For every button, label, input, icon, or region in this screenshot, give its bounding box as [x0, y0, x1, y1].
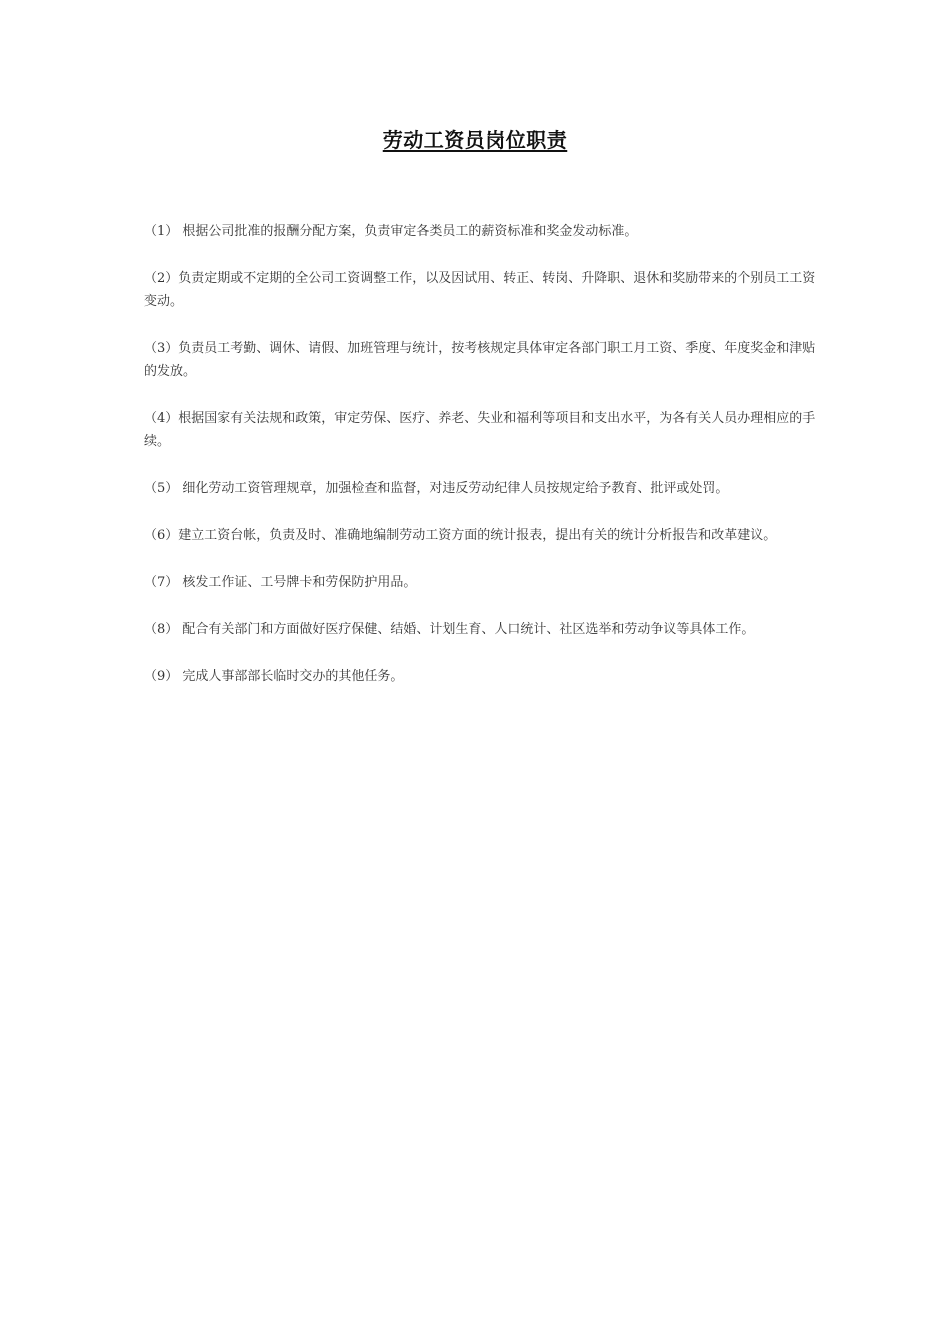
duty-item-5: （5） 细化劳动工资管理规章，加强检查和监督，对违反劳动纪律人员按规定给予教育、批评或处罚。 — [144, 481, 729, 496]
duty-item-1: （1） 根据公司批准的报酬分配方案，负责审定各类员工的薪资标准和奖金发动标准。 — [144, 224, 638, 239]
duty-item-4: （4）根据国家有关法规和政策，审定劳保、医疗、养老、失业和福利等项目和支出水平，为各有关人员办理相应的手续。 — [144, 411, 816, 449]
duty-item-2: （2）负责定期或不定期的全公司工资调整工作，以及因试用、转正、转岗、升降职、退休和奖励带来的个别员工工资变动。 — [144, 271, 816, 309]
duty-item-6: （6）建立工资台帐，负责及时、准确地编制劳动工资方面的统计报表，提出有关的统计分析报告和改革建议。 — [144, 528, 777, 543]
duty-item-3: （3）负责员工考勤、调休、请假、加班管理与统计，按考核规定具体审定各部门职工月工资、季度、年度奖金和津贴的发放。 — [144, 341, 816, 379]
duty-item-7: （7） 核发工作证、工号牌卡和劳保防护用品。 — [144, 575, 417, 590]
duties-list — [144, 220, 816, 712]
duty-item-9: （9） 完成人事部部长临时交办的其他任务。 — [144, 669, 404, 684]
document-title: 劳动工资员岗位职责 — [382, 128, 568, 152]
duty-item-8: （8） 配合有关部门和方面做好医疗保健、结婚、计划生育、人口统计、社区选举和劳动争议等具体工作。 — [144, 622, 755, 637]
